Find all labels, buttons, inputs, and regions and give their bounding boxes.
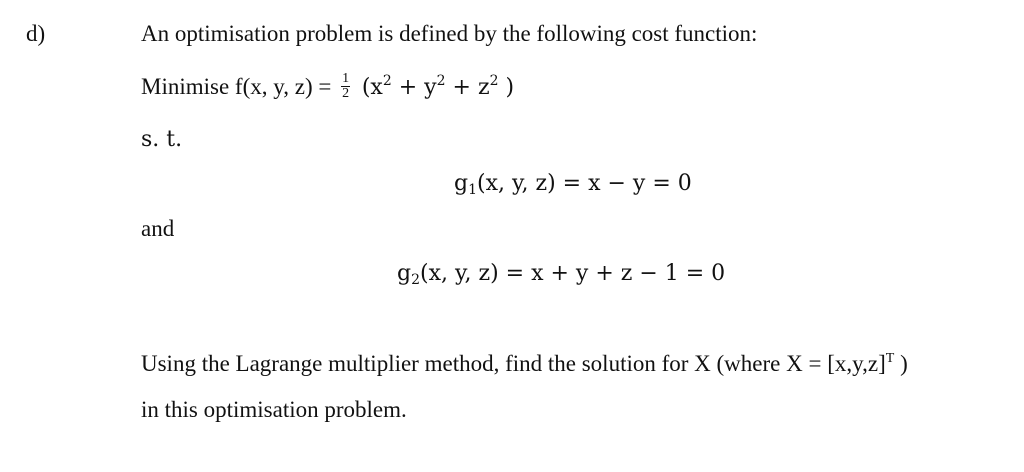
subject-to-label: s. t. (141, 127, 183, 152)
constraint-g2: $g_2(x$, y, z) = x + y + z − 1 = 0 (397, 261, 726, 288)
objective-function (141, 73, 514, 103)
fraction-numerator: 1 (342, 71, 350, 87)
question-line-2: in this optimisation problem. (141, 397, 407, 422)
constraint-g1: $g_1(x$, y, z) = x − y = 0 (454, 171, 692, 198)
objective-expression: ($x^2 + y^2 + z^2$ ) (361, 73, 515, 100)
question-line-1: Using the Lagrange multiplier method, find the solution for X (where $X = [x,y,z]^T$ ) (141, 351, 908, 376)
question-label: d) (26, 21, 46, 46)
objective-prefix: Minimise f(x, y, z) = (141, 74, 332, 99)
and-label: and (141, 216, 175, 241)
intro-text: An optimisation problem is defined by the following cost function: (141, 21, 758, 46)
half-fraction (341, 72, 350, 101)
fraction-denominator: 2 (342, 86, 350, 102)
